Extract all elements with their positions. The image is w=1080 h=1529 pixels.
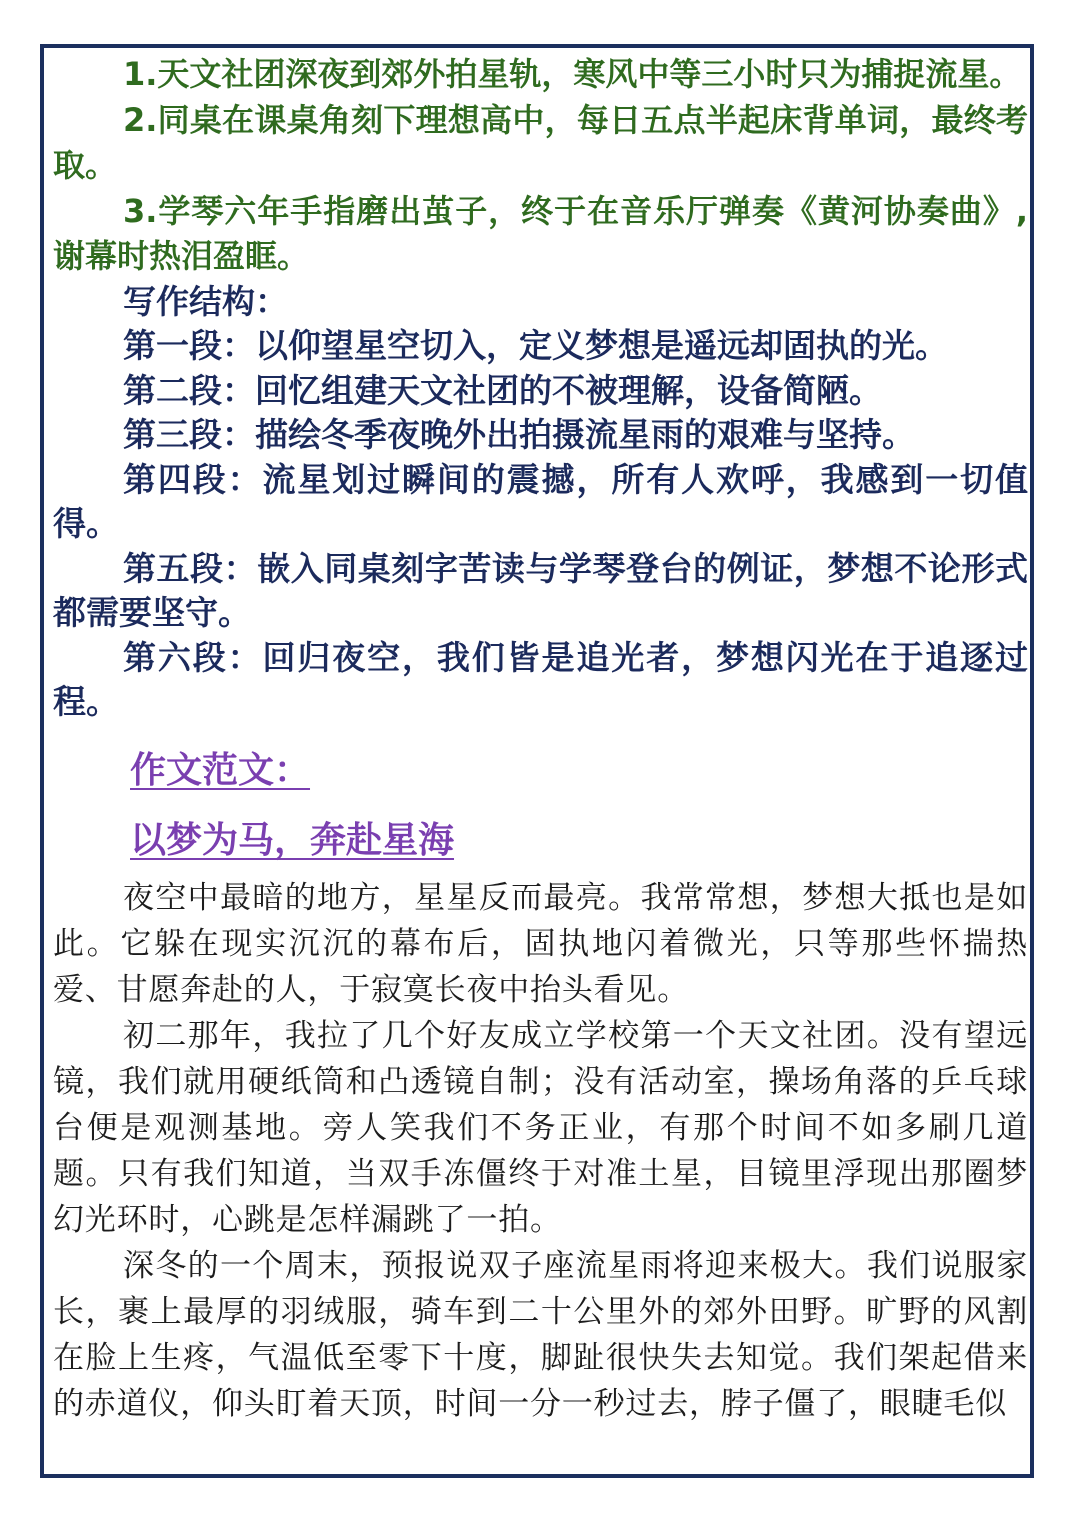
essay-paragraph: 夜空中最暗的地方，星星反而最亮。我常常想，梦想大抵也是如此。它躲在现实沉沉的幕布后，固执地闪着微光，只等那些怀揣热爱、甘愿奔赴的人，于寂寞长夜中抬头看见。 — [53, 879, 1028, 1008]
essay-title: 以梦为马，奔赴星海 — [130, 819, 455, 861]
structure-section: 第二段：回忆组建天文社团的不被理解，设备简陋。 — [123, 370, 882, 410]
examples-list — [53, 52, 1028, 280]
model-essay — [53, 747, 1028, 1427]
example-item: 3.学琴六年手指磨出茧子，终于在音乐厅弹奏《黄河协奏曲》,谢幕时热泪盈眶。 — [53, 191, 1028, 275]
structure-title: 写作结构： — [123, 281, 288, 321]
essay-paragraph: 深冬的一个周末，预报说双子座流星雨将迎来极大。我们说服家长，裹上最厚的羽绒服，骑车到二十公里外的郊外田野。旷野的风割在脸上生疼，气温低至零下十度，脚趾很快失去知觉。我们架起借来的赤道仪，仰头盯着天顶，时间一分一秒过去，脖子僵了，眼睫毛似 — [53, 1247, 1028, 1422]
example-item: 2.同桌在课桌角刻下理想高中，每日五点半起床背单词，最终考取。 — [53, 100, 1028, 184]
essay-label: 作文范文： — [130, 749, 311, 791]
structure-section: 第一段：以仰望星空切入，定义梦想是遥远却固执的光。 — [123, 326, 948, 365]
writing-structure — [53, 280, 1028, 725]
example-item: 1.天文社团深夜到郊外拍星轨，寒风中等三小时只为捕捉流星。 — [123, 55, 1022, 93]
structure-section: 第四段：流星划过瞬间的震撼，所有人欢呼，我感到一切值得。 — [53, 459, 1028, 543]
essay-paragraph: 初二那年，我拉了几个好友成立学校第一个天文社团。没有望远镜，我们就用硬纸筒和凸透镜自制；没有活动室，操场角落的乒乓球台便是观测基地。旁人笑我们不务正业，有那个时间不如多刷几道题。只有我们知道，当双手冻僵终于对准土星，目镜里浮现出那圈梦幻光环时，心跳是怎样漏跳了一拍。 — [53, 1017, 1028, 1238]
structure-section: 第三段：描绘冬季夜晚外出拍摄流星雨的艰难与坚持。 — [123, 415, 915, 454]
structure-section: 第六段：回归夜空，我们皆是追光者，梦想闪光在于追逐过程。 — [53, 637, 1028, 721]
document-content — [53, 52, 1028, 1427]
structure-section: 第五段：嵌入同桌刻字苦读与学琴登台的例证，梦想不论形式都需要坚守。 — [53, 548, 1028, 632]
